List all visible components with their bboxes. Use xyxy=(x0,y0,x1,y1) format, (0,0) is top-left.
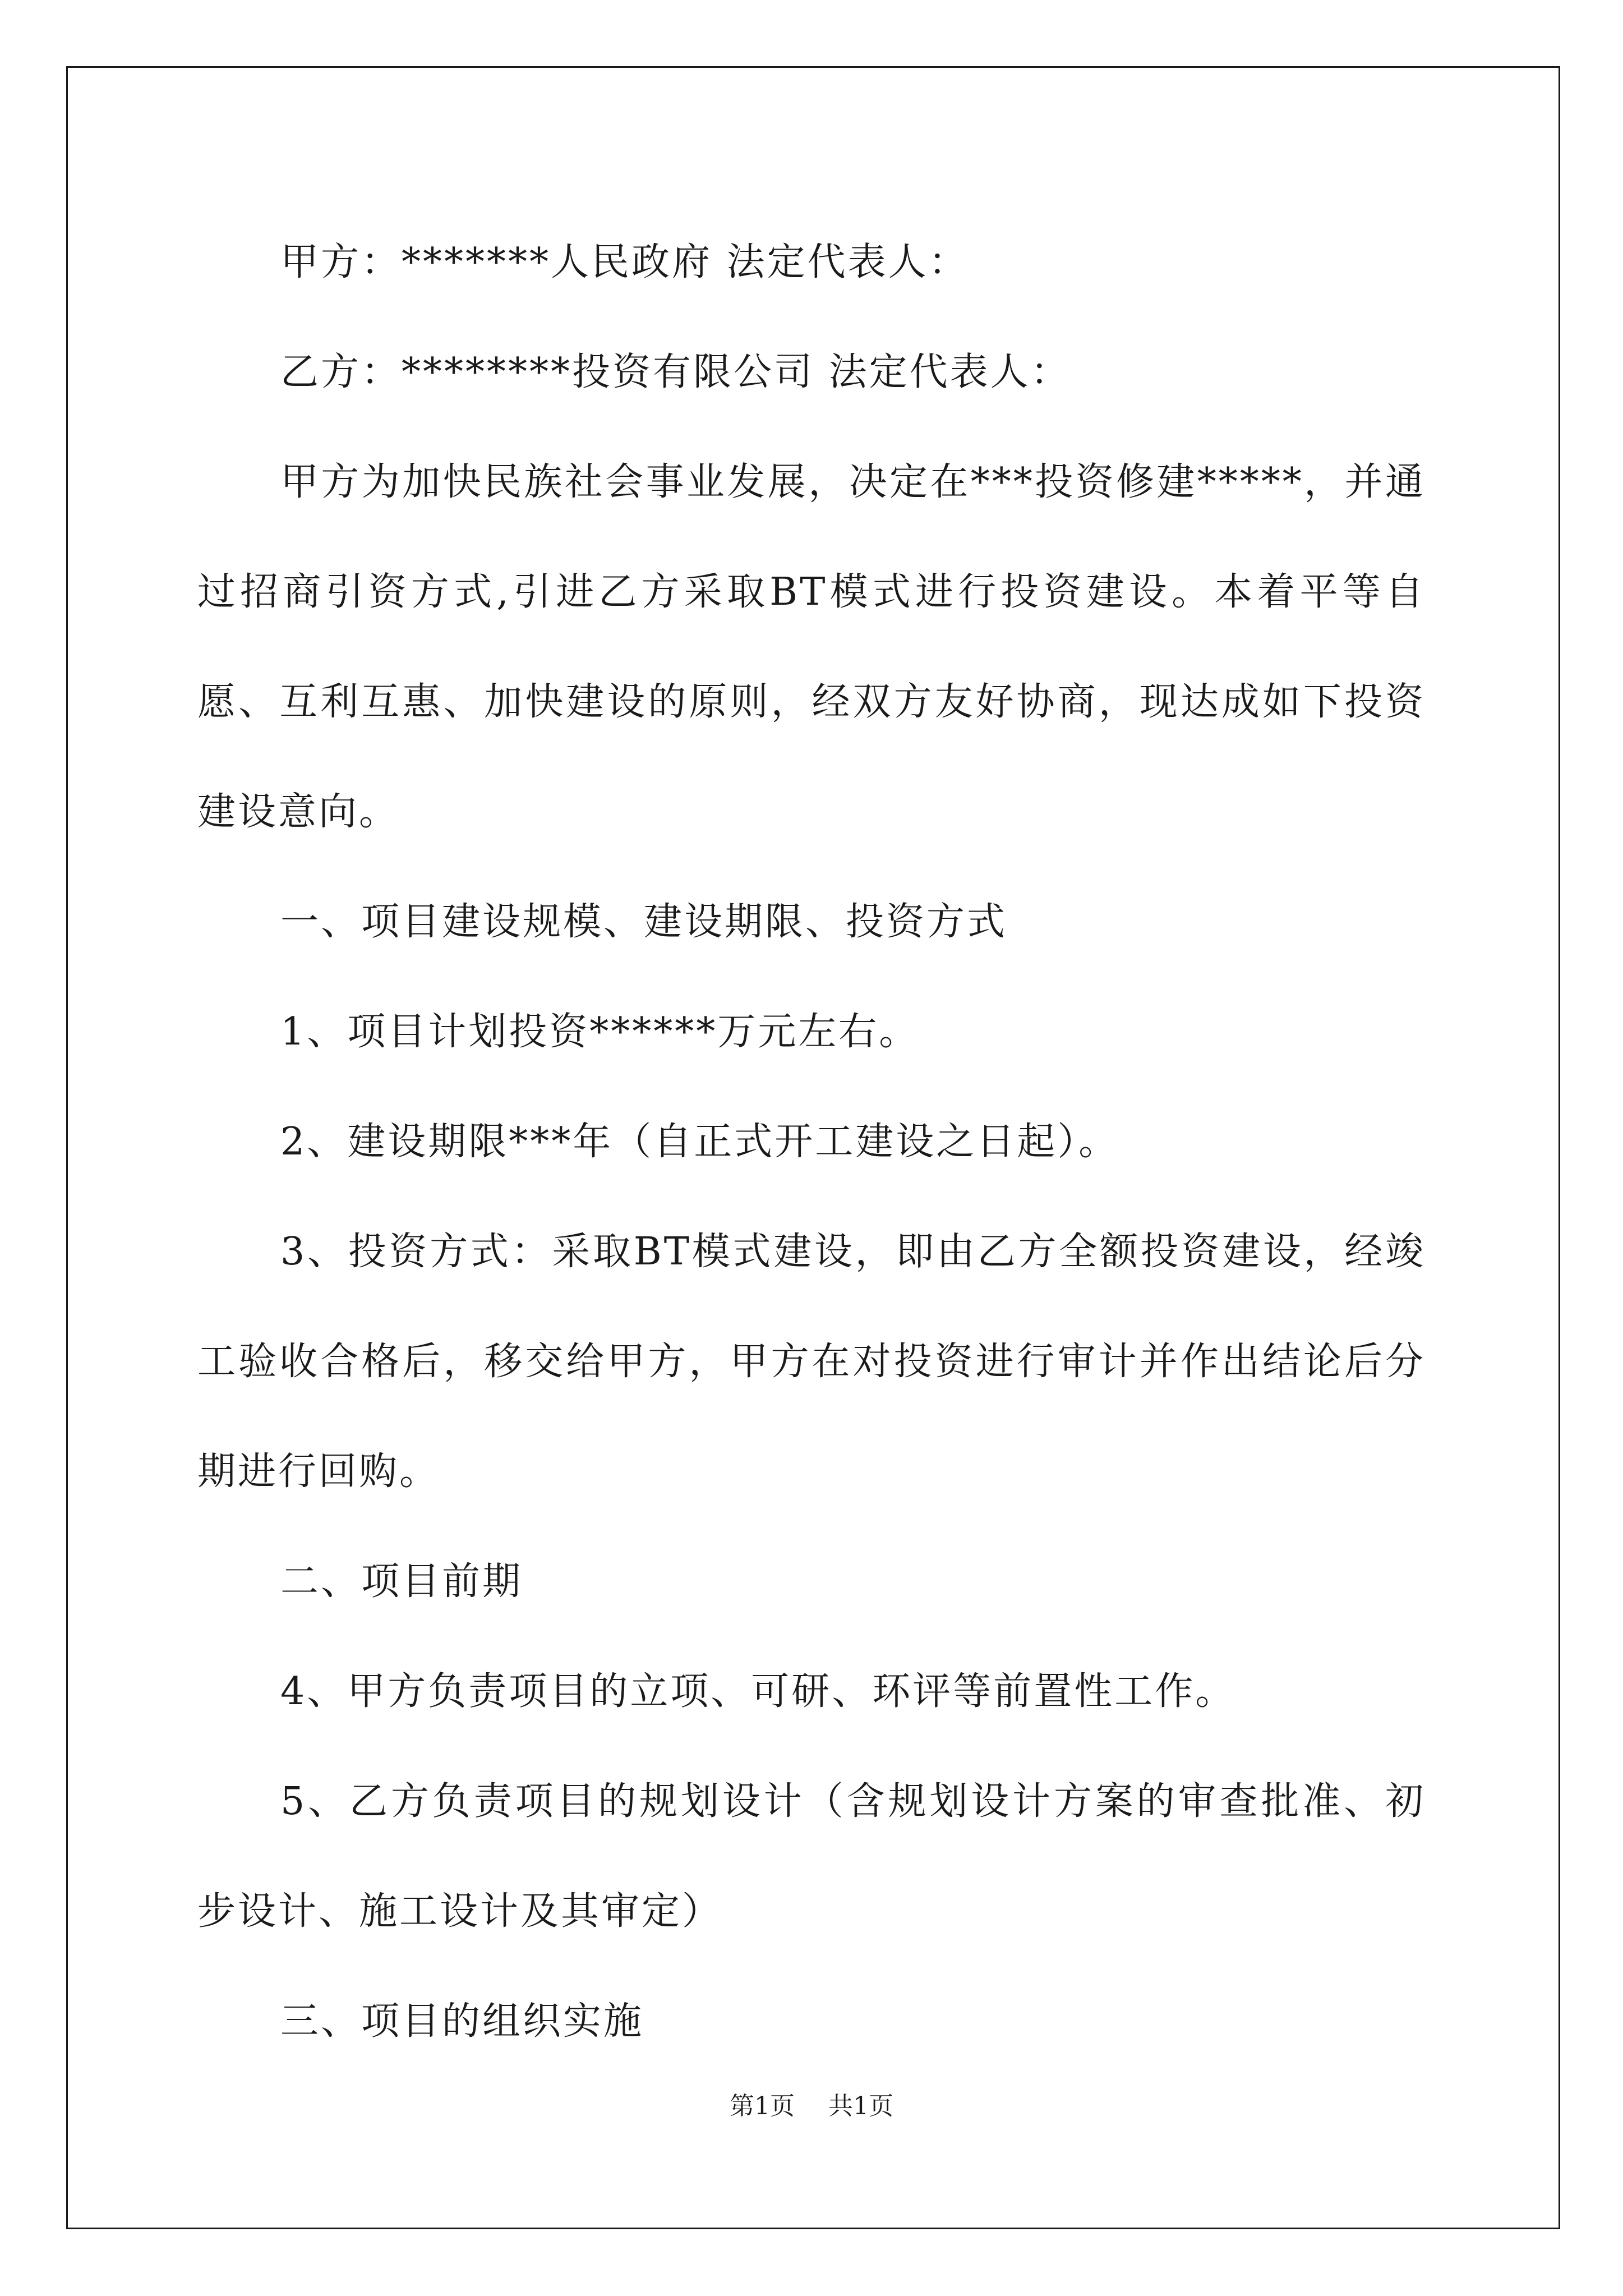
page-number-current: 第1页 xyxy=(730,2092,795,2120)
document-body xyxy=(197,208,1426,2077)
section-heading-2: 二、项目前期 xyxy=(280,1559,523,1604)
clause-4: 4、甲方负责项目的立项、可研、环评等前置性工作。 xyxy=(280,1669,1236,1714)
clause-3: 3、投资方式：采取BT模式建设，即由乙方全额投资建设，经竣工验收合格后，移交给甲方，甲方在对投资进行审计并作出结论后分期进行回购。 xyxy=(197,1230,1426,1494)
clause-1: 1、项目计划投资******万元左右。 xyxy=(280,1010,920,1054)
section-heading-1: 一、项目建设规模、建设期限、投资方式 xyxy=(280,900,1008,944)
party-a-line: 甲方：*******人民政府 法定代表人： xyxy=(280,240,969,284)
clause-5: 5、乙方负责项目的规划设计（含规划设计方案的审查批准、初步设计、施工设计及其审定） xyxy=(197,1779,1426,1934)
party-b-line: 乙方：********投资有限公司 法定代表人： xyxy=(280,350,1071,394)
section-heading-3: 三、项目的组织实施 xyxy=(280,1999,644,2044)
page-footer xyxy=(0,2090,1623,2123)
page-number-total: 共1页 xyxy=(828,2092,893,2120)
preamble-paragraph: 甲方为加快民族社会事业发展，决定在***投资修建*****，并通过招商引资方式,引进乙方采取BT模式进行投资建设。本着平等自愿、互利互惠、加快建设的原则，经双方友好协商，现达成如下投资建设意向。 xyxy=(197,460,1426,834)
clause-2: 2、建设期限***年（自正式开工建设之日起）。 xyxy=(280,1120,1119,1164)
